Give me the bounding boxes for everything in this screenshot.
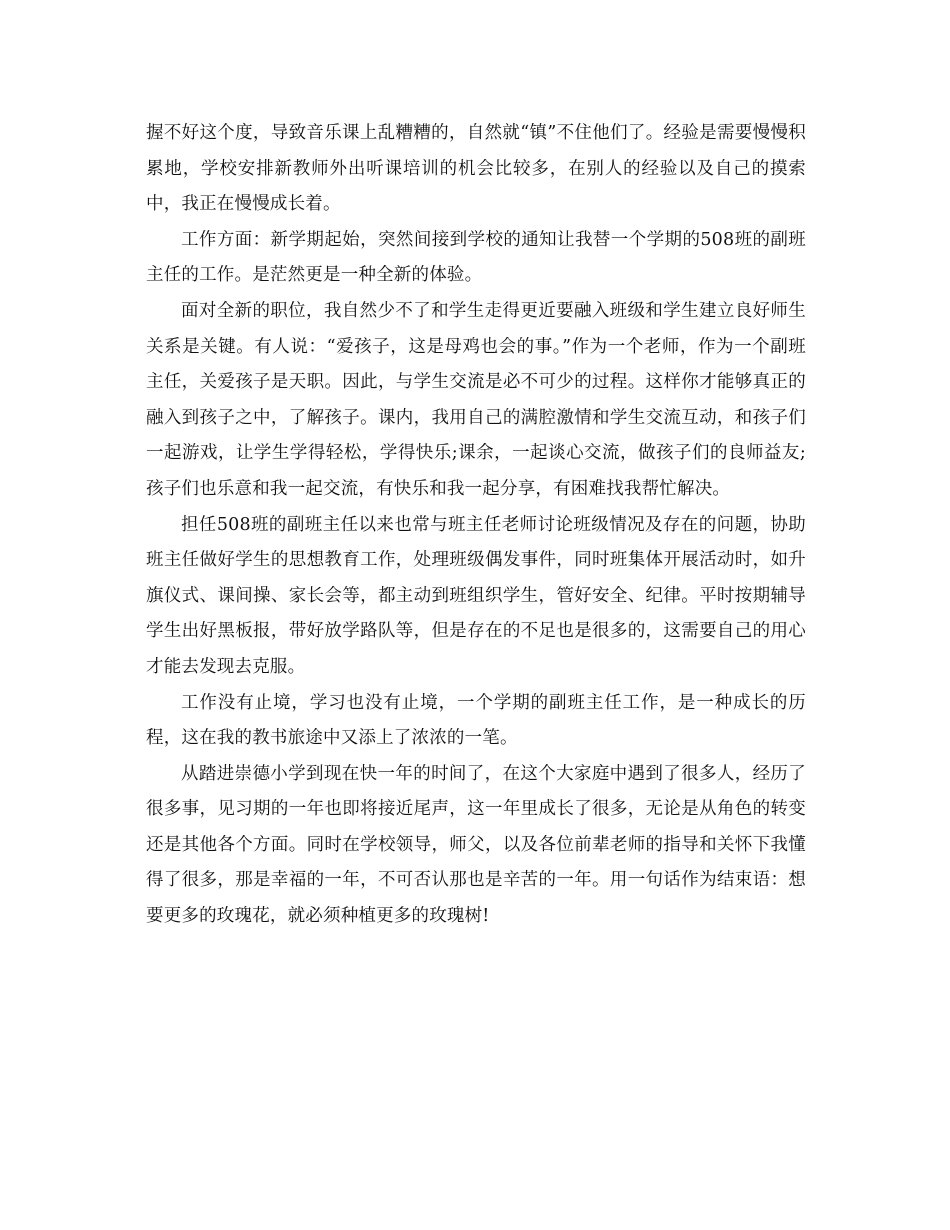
paragraph-conclusion: 从踏进崇德小学到现在快一年的时间了，在这个大家庭中遇到了很多人，经历了很多事，见习期的一年也即将接近尾声，这一年里成长了很多，无论是从角色的转变还是其他各个方面。同时在学校领导，师父，以及各位前辈老师的指导和关怀下我懂得了很多，那是幸福的一年，不可否认那也是辛苦的一年。用一句话作为结束语：想要更多的玫瑰花，就必须种植更多的玫瑰树! [146, 763, 806, 927]
paragraph-continuation: 握不好这个度，导致音乐课上乱糟糟的，自然就“镇”不住他们了。经验是需要慢慢积累地，学校安排新教师外出听课培训的机会比较多，在别人的经验以及自己的摸索中，我正在慢慢成长着。 [146, 123, 806, 215]
paragraph-no-end: 工作没有止境，学习也没有止境，一个学期的副班主任工作，是一种成长的历程，这在我的教书旅途中又添上了浓浓的一笔。 [146, 692, 806, 749]
paragraph-class-508-duties: 担任508班的副班主任以来也常与班主任老师讨论班级情况及存在的问题，协助班主任做好学生的思想教育工作，处理班级偶发事件，同时班集体开展活动时，如升旗仪式、课间操、家长会等，都主动到班组织学生，管好安全、纪律。平时按期辅导学生出好黑板报，带好放学路队等，但是存在的不足也是很多的，这需要自己的用心才能去发现去克服。 [146, 514, 806, 677]
paragraph-work-aspect: 工作方面：新学期起始，突然间接到学校的通知让我替一个学期的508班的副班主任的工作。是茫然更是一种全新的体验。 [146, 229, 806, 286]
paragraph-new-position: 面对全新的职位，我自然少不了和学生走得更近要融入班级和学生建立良好师生关系是关键。有人说：“爱孩子，这是母鸡也会的事。”作为一个老师，作为一个副班主任，关爱孩子是天职。因此，与学生交流是必不可少的过程。这样你才能够真正的融入到孩子之中，了解孩子。课内，我用自己的满腔激情和学生交流互动，和孩子们一起游戏，让学生学得轻松，学得快乐;课余，一起谈心交流，做孩子们的良师益友;孩子们也乐意和我一起交流，有快乐和我一起分享，有困难找我帮忙解决。 [146, 300, 806, 499]
document-body [146, 116, 806, 935]
